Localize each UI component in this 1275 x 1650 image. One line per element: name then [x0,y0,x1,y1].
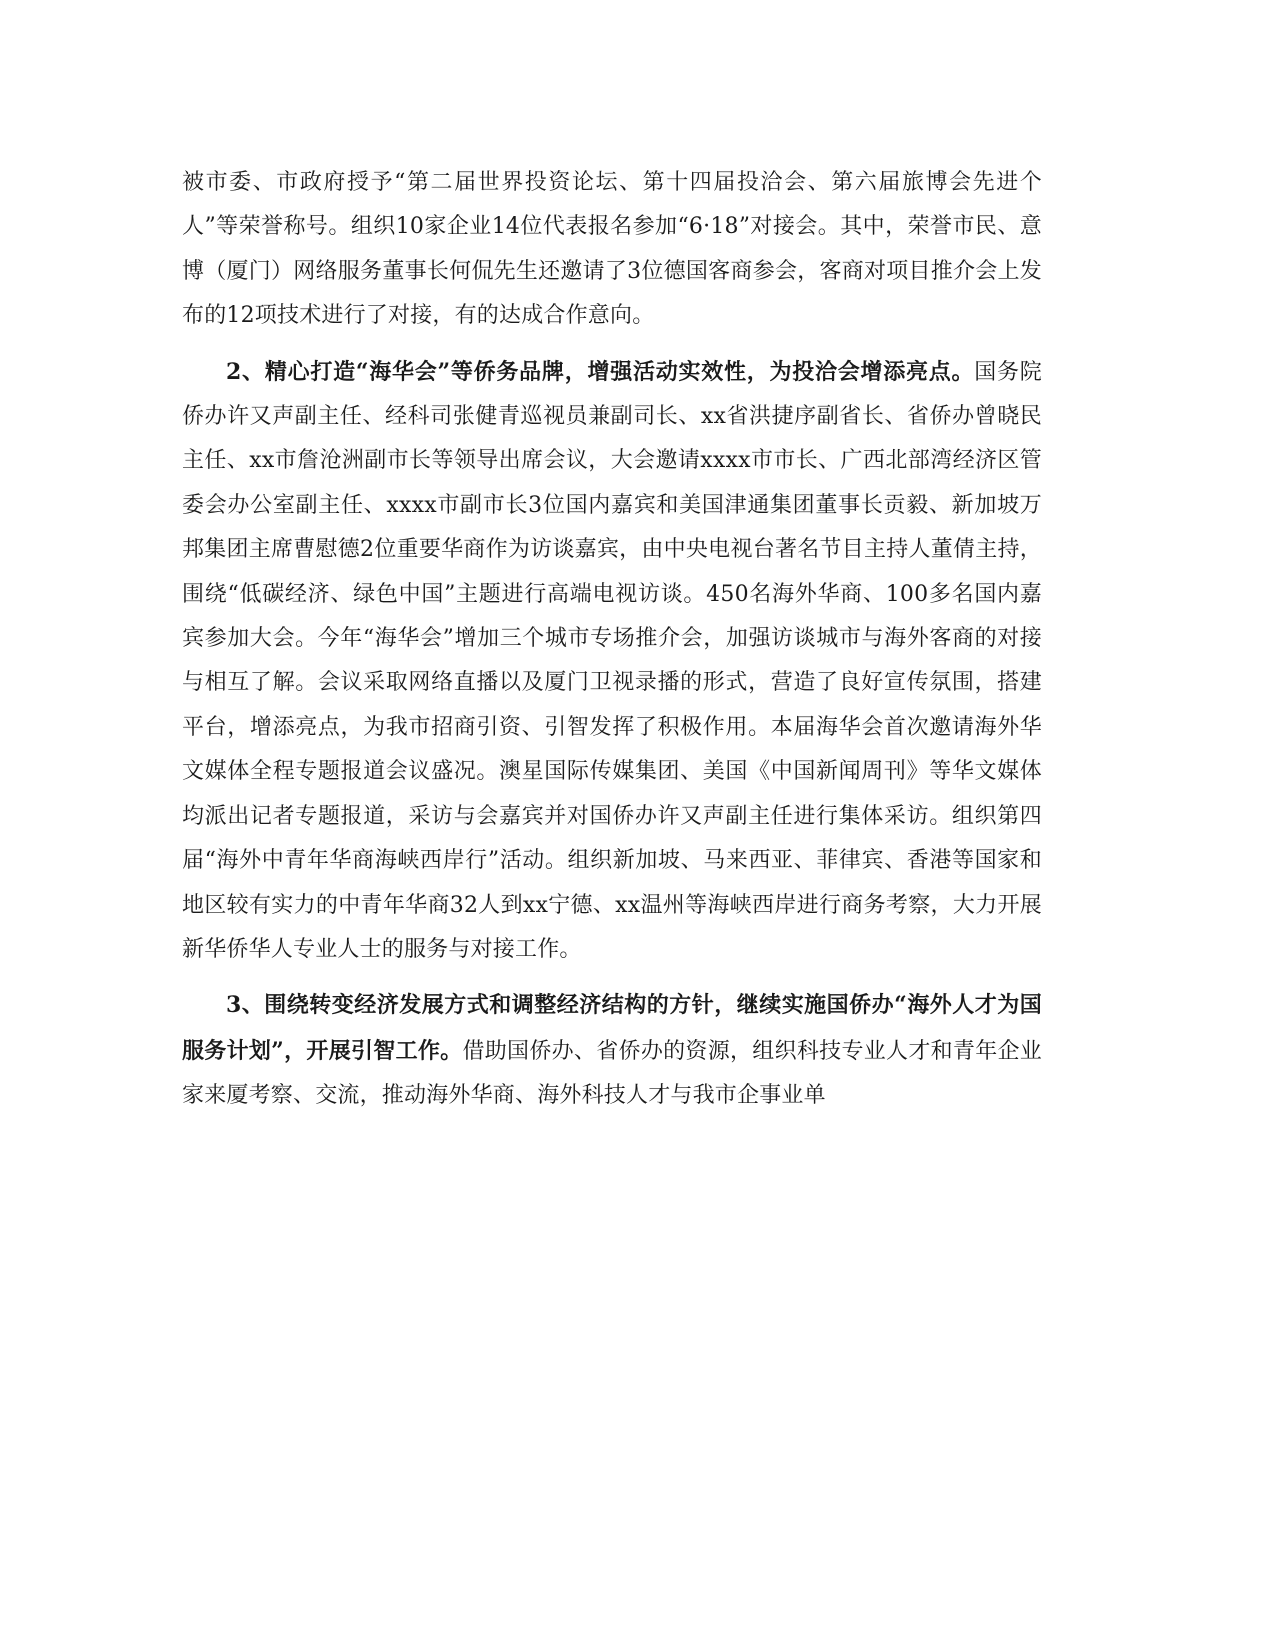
paragraph-2 [182,350,1042,973]
paragraph-2-heading: 2、精心打造“海华会”等侨务品牌，增强活动实效性，为投洽会增添亮点。 [226,358,975,385]
document-body [182,160,1042,1119]
paragraph-3 [182,983,1042,1118]
paragraph-1 [182,160,1042,339]
paragraph-2-text: 国务院侨办许又声副主任、经科司张健青巡视员兼副司长、xx省洪捷序副省长、省侨办曾晓民主任、xx市詹沧洲副市长等领导出席会议，大会邀请xxxx市市长、广西北部湾经济区管委会办公室副主任、xxxx市副市长3位国内嘉宾和美国津通集团董事长贡毅、新加坡万邦集团主席曹慰德2位重要华商作为访谈嘉宾，由中央电视台著名节目主持人董倩主持，围绕“低碳经济、绿色中国”主题进行高端电视访谈。450名海外华商、100多名国内嘉宾参加大会。今年“海华会”增加三个城市专场推介会，加强访谈城市与海外客商的对接与相互了解。会议采取网络直播以及厦门卫视录播的形式，营造了良好宣传氛围，搭建平台，增添亮点，为我市招商引资、引智发挥了积极作用。本届海华会首次邀请海外华文媒体全程专题报道会议盛况。澳星国际传媒集团、美国《中国新闻周刊》等华文媒体均派出记者专题报道，采访与会嘉宾并对国侨办许又声副主任进行集体采访。组织第四届“海外中青年华商海峡西岸行”活动。组织新加坡、马来西亚、菲律宾、香港等国家和地区较有实力的中青年华商32人到xx宁德、xx温州等海峡西岸进行商务考察，大力开展新华侨华人专业人士的服务与对接工作。 [182,359,1042,962]
paragraph-3-text: 借助国侨办、省侨办的资源，组织科技专业人才和青年企业家来厦考察、交流，推动海外华商、海外科技人才与我市企事业单 [182,1038,1042,1109]
paragraph-1-text: 被市委、市政府授予“第二届世界投资论坛、第十四届投洽会、第六届旅博会先进个人”等荣誉称号。组织10家企业14位代表报名参加“6·18”对接会。其中，荣誉市民、意博（厦门）网络服务董事长何侃先生还邀请了3位德国客商参会，客商对项目推介会上发布的12项技术进行了对接，有的达成合作意向。 [182,170,1042,329]
paragraph-3-heading: 3、围绕转变经济发展方式和调整经济结构的方针，继续实施国侨办“海外人才为国服务计划”，开展引智工作。 [182,992,1042,1064]
